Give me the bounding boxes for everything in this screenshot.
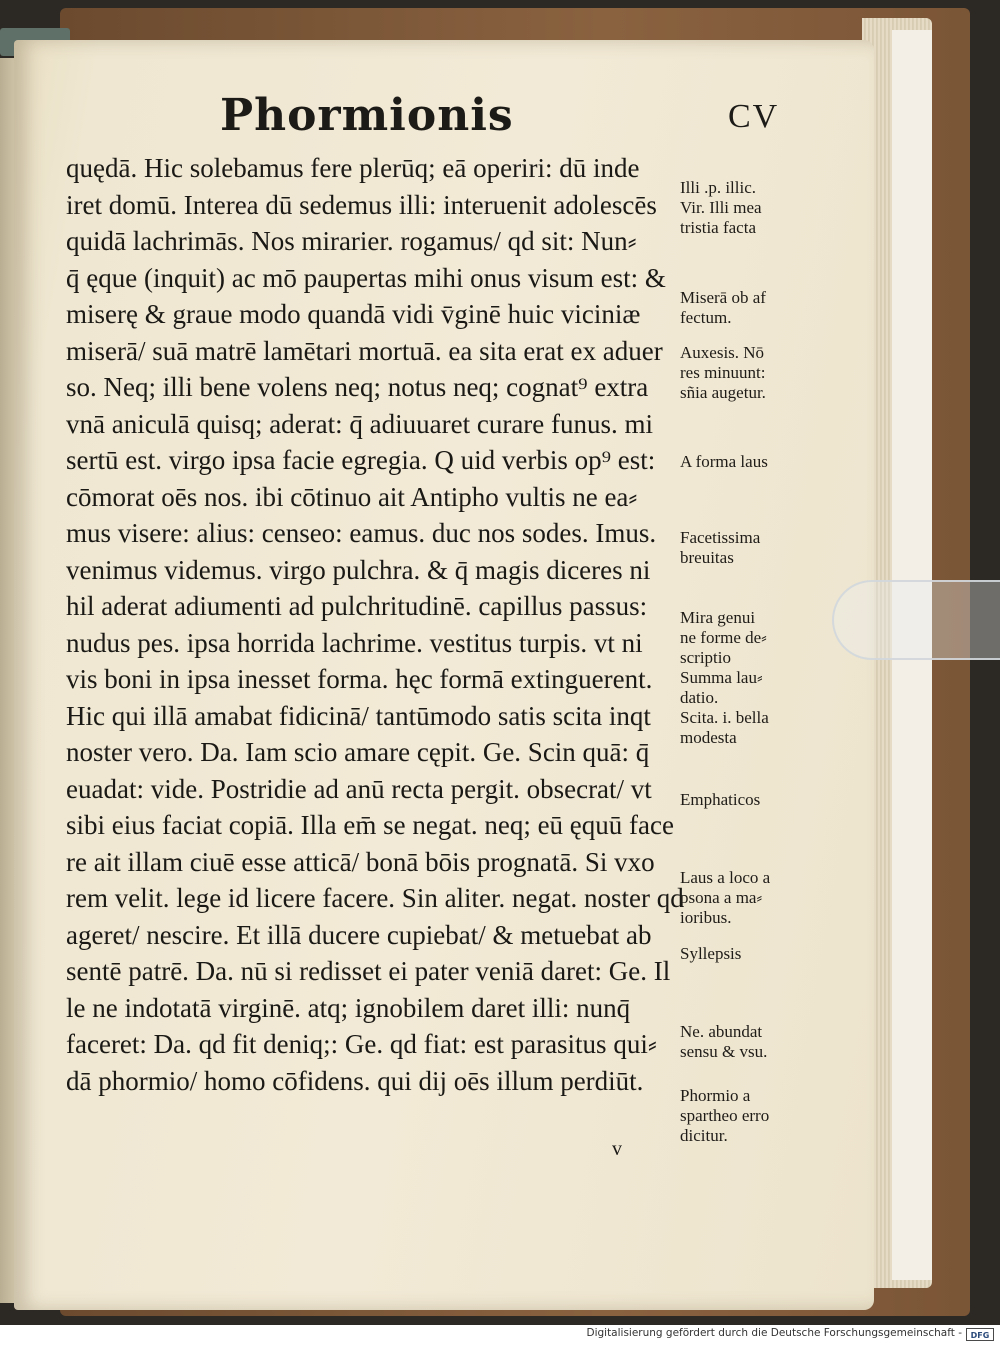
margin-note xyxy=(680,528,805,568)
margin-note xyxy=(680,1086,805,1146)
text-line: nudus pes. ipsa horrida lachrime. vestitus turpis. vt ni xyxy=(66,627,643,658)
margin-note-line: Scita. i. bella xyxy=(680,708,769,727)
text-line: q̄ ęque (inquit) ac mō paupertas mihi onus visum est: & xyxy=(66,262,666,293)
credit-bar xyxy=(0,1325,1000,1345)
margin-note xyxy=(680,452,805,472)
text-line: euadat: vide. Postridie ad anū recta pergit. obsecrat/ vt xyxy=(66,773,652,804)
margin-note-line: ioribus. xyxy=(680,908,732,927)
text-line: le ne indotatā virginē. atq; ignobilem daret illi: nunq̄ xyxy=(66,992,631,1023)
margin-note-line: Ne. abundat xyxy=(680,1022,763,1041)
main-text-block xyxy=(66,150,686,1099)
margin-note-line: Mira genui xyxy=(680,608,756,627)
margin-note-line: Illi .p. illic. xyxy=(680,178,757,197)
text-line: sertū est. virgo ipsa facie egregia. Q uid verbis op⁹ est: xyxy=(66,445,656,475)
text-line: hil aderat adiumenti ad pulchritudinē. capillus passus: xyxy=(66,591,648,621)
text-line: dā phormio/ homo cōfidens. qui dij oēs illum perdiūt. xyxy=(66,1065,644,1096)
margin-note xyxy=(680,608,805,748)
margin-note-line: dicitur. xyxy=(680,1126,728,1145)
text-line: Hic qui illā amabat fidicinā/ tantūmodo satis scita inqt xyxy=(66,700,651,731)
text-line: venimus videmus. virgo pulchra. & q̄ magis diceres ni xyxy=(66,554,651,585)
text-line: faceret: Da. qd fit deniq;: Ge. qd fiat: est parasitus qui⸗ xyxy=(66,1029,657,1059)
margin-note-line: Syllepsis xyxy=(680,944,742,963)
margin-note-line: modesta xyxy=(680,728,737,747)
margin-note xyxy=(680,178,805,238)
text-line: cōmorat oēs nos. ibi cōtinuo ait Antipho vultis ne ea⸗ xyxy=(66,481,638,512)
text-line: sibi eius faciat copiā. Illa em̄ se negat. neq; eū ęquū face xyxy=(66,810,674,840)
dfg-logo: DFG xyxy=(966,1328,994,1341)
text-line: iret domū. Interea dū sedemus illi: interuenit adolescēs xyxy=(66,189,657,220)
text-line: sentē patrē. Da. nū si redisset ei pater veniā daret: Ge. Il xyxy=(66,956,671,986)
signature-mark: v xyxy=(612,1138,622,1160)
margin-note-line: ne forme de⸗ xyxy=(680,628,767,647)
margin-note xyxy=(680,868,805,928)
margin-note-line: Miserā ob af xyxy=(680,288,766,307)
running-head: Phormionis xyxy=(220,90,514,141)
margin-note-line: sensu & vsu. xyxy=(680,1042,768,1061)
text-line: vis boni in ipsa inesset forma. hęc formā extinguerent. xyxy=(66,664,653,694)
folio-number: CV xyxy=(728,98,780,135)
text-line: mus visere: alius: censeo: eamus. duc nos sodes. Imus. xyxy=(66,518,657,548)
margin-note-line: Laus a loco a xyxy=(680,868,771,887)
text-line: re ait illam ciuē esse atticā/ bonā bōis prognatā. Si vxo xyxy=(66,846,655,877)
margin-note-line: spartheo erro xyxy=(680,1106,770,1125)
text-line: quędā. Hic solebamus fere plerūq; eā operiri: dū inde xyxy=(66,153,640,183)
text-line: ageret/ nescire. Et illā ducere cupiebat/ & metuebat ab xyxy=(66,919,652,950)
text-line: quidā lachrimās. Nos mirarier. rogamus/ qd sit: Nun⸗ xyxy=(66,226,637,256)
margin-note-line: breuitas xyxy=(680,548,734,567)
margin-note xyxy=(680,288,805,328)
text-line: so. Neq; illi bene volens neq; notus neq; cognat⁹ extra xyxy=(66,372,649,402)
margin-note xyxy=(680,944,805,964)
margin-note-line: Facetissima xyxy=(680,528,761,547)
text-line: miserę & graue modo quandā vidi v̄ginē huic viciniæ xyxy=(66,299,641,329)
margin-note-line: Summa lau⸗ xyxy=(680,668,763,687)
margin-note-line: scriptio xyxy=(680,648,731,667)
text-line: rem velit. lege id licere facere. Sin aliter. negat. noster qd xyxy=(66,883,684,913)
text-line: vnā aniculā quisq; aderat: q̄ adiuuaret curare funus. mi xyxy=(66,408,654,439)
text-line: miserā/ suā matrē lamētari mortuā. ea sita erat ex aduer xyxy=(66,335,663,366)
margin-note-line: Emphaticos xyxy=(680,790,761,809)
margin-note-line: datio. xyxy=(680,688,719,707)
funding-credit: Digitalisierung gefördert durch die Deutsche Forschungsgemeinschaft - xyxy=(586,1327,962,1339)
margin-note xyxy=(680,1022,805,1062)
page-clip xyxy=(832,580,1000,660)
margin-note-line: res minuunt: xyxy=(680,363,766,382)
margin-note xyxy=(680,790,805,810)
margin-note-line: Phormio a xyxy=(680,1086,751,1105)
margin-note-line: sñia augetur. xyxy=(680,383,766,402)
margin-note xyxy=(680,343,805,403)
margin-note-line: A forma laus xyxy=(680,452,768,471)
margin-note-line: Vir. Illi mea xyxy=(680,198,762,217)
text-line: noster vero. Da. Iam scio amare cępit. Ge. Scin quā: q̄ xyxy=(66,737,650,767)
margin-note-line: fectum. xyxy=(680,308,732,327)
margin-note-line: psona a ma⸗ xyxy=(680,888,763,907)
margin-note-line: Auxesis. Nō xyxy=(680,343,765,362)
margin-note-line: tristia facta xyxy=(680,218,756,237)
